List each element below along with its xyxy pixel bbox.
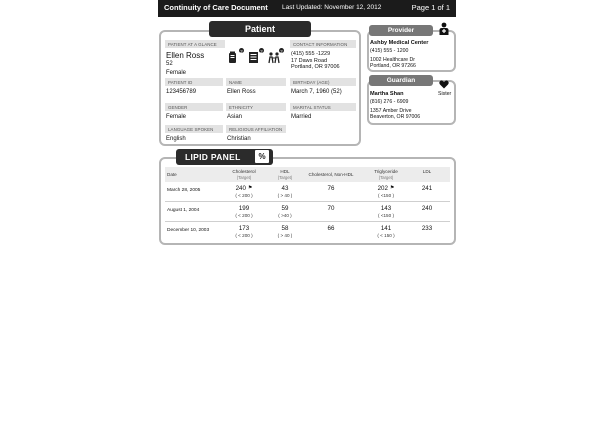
guardian-relation: Sister [438,91,452,97]
provider-phone: (415) 555 - 1200 [370,48,409,54]
marital-field [290,103,356,122]
row-hdl [269,205,301,219]
header-bar [158,0,456,17]
provider-city: Portland, OR 97266 [370,62,416,69]
gender-label: GENDER [165,103,223,111]
non-hdl-value: 76 [327,185,335,192]
provider-name: Ashby Medical Center [370,40,429,46]
lipid-panel-title: LIPID PANEL [176,149,273,165]
provider-person-icon [438,22,450,35]
flag-icon: ⚑ [247,185,253,191]
col-non-hdl: Cholesterol, Non-HDL [308,172,354,177]
medication-count-badge: 2 [238,47,245,54]
patient-id-field [165,78,223,97]
contact-phone: (415) 555 -1229 [291,51,331,57]
birthday-value: March 7, 1960 (52) [291,89,342,95]
cholesterol-target: ( < 200 ) [235,193,253,198]
family-count-badge: 2 [278,47,285,54]
ldl-value: 241 [421,185,433,192]
birthday-field [290,78,356,97]
patient-name: Ellen Ross [166,51,205,60]
triglyceride-value: 141 [380,225,392,232]
cholesterol-value: 173 [238,225,250,232]
non-hdl-value: 70 [327,205,335,212]
patient-age: 52 [166,61,173,67]
contact-city: Portland, OR 97006 [291,64,340,70]
glance-icons [227,50,282,64]
ldl-value: 233 [421,225,433,232]
col-triglyceride-target: (Target) [378,174,394,180]
patient-section-title: Patient [209,21,311,37]
col-triglyceride-label: Triglyceride [374,169,398,174]
records-icon[interactable] [247,50,262,64]
ethnicity-field [226,103,286,122]
table-row [165,202,450,222]
guardian-phone: (816) 276 - 6909 [370,99,409,105]
name-label: NAME [226,78,286,86]
language-label: LANGUAGE SPOKEN [165,125,223,133]
hdl-target: ( > 40 ) [277,193,293,198]
gender-field [165,103,223,122]
name-field [226,78,286,97]
medication-icon[interactable] [227,50,242,64]
guardian-street: 1357 Amber Drive [370,108,412,114]
col-cholesterol-label: Cholesterol [232,169,256,174]
records-count-badge: 2 [258,47,265,54]
birthday-label: BIRTHDAY (AGE) [290,78,356,86]
triglyceride-target: ( <150 ) [378,213,394,218]
last-updated: Last Updated: November 12, 2012 [282,3,382,11]
row-triglyceride [363,205,409,219]
marital-label: MARITAL STATUS [290,103,356,111]
percent-icon: % [255,150,269,163]
patient-id-label: PATIENT ID [165,78,223,86]
ethnicity-value: Asian [227,114,243,120]
provider-section-title: Provider [369,25,433,36]
religion-value: Christian [227,136,251,142]
gender-value: Female [166,114,187,120]
col-ldl: LDL [422,169,432,174]
triglyceride-value: 143 [380,205,392,212]
row-triglyceride [363,185,409,199]
contact-label: CONTACT INFORMATION [290,40,356,48]
ldl-value: 240 [421,205,433,212]
ethnicity-label: ETHNICITY [226,103,286,111]
provider-street: 1002 Healthcare Dr [370,57,415,63]
row-hdl [269,185,301,199]
col-hdl-target: (Target) [277,174,293,180]
cholesterol-value: 240 [235,185,246,192]
heart-icon [439,76,449,85]
cholesterol-value: 199 [238,205,250,212]
marital-value: Married [291,114,312,120]
col-cholesterol [219,169,269,180]
row-date: August 1, 2004 [167,208,200,213]
col-hdl [269,169,301,180]
at-a-glance [165,40,225,77]
triglyceride-value: 202 [377,185,388,192]
hdl-value: 58 [281,225,289,232]
non-hdl-value: 66 [327,225,335,232]
row-triglyceride [363,225,409,239]
row-date: March 28, 2005 [167,188,201,193]
patient-sex: Female [166,69,187,76]
hdl-value: 59 [281,205,289,212]
col-date: Date [167,172,177,177]
triglyceride-target: ( < 150 ) [377,233,395,238]
col-triglyceride [363,169,409,180]
at-a-glance-label: PATIENT AT A GLANCE [165,40,225,48]
table-row [165,222,450,242]
row-cholesterol [219,185,269,199]
row-hdl [269,225,301,239]
table-row [165,182,450,202]
flag-icon: ⚑ [389,185,395,191]
col-cholesterol-target: (Target) [236,174,252,180]
cholesterol-target: ( < 200 ) [235,233,253,238]
patient-id-value: 123456789 [166,89,197,95]
guardian-name: Martha Shan [370,91,404,97]
row-date: December 10, 2003 [167,228,210,233]
guardian-section-title: Guardian [369,75,433,86]
contact-info [290,40,356,71]
contact-street: 17 Daws Road [291,57,328,64]
hdl-value: 43 [281,185,289,192]
guardian-city: Beaverton, OR 97006 [370,113,421,120]
language-field [165,125,223,144]
hdl-target: ( > 40 ) [277,233,293,238]
religion-field [226,125,286,144]
triglyceride-target: ( <150 ) [378,193,394,198]
row-cholesterol [219,225,269,239]
name-value: Ellen Ross [227,89,256,95]
cholesterol-target: ( < 200 ) [235,213,253,218]
language-value: English [166,136,186,142]
page-indicator: Page 1 of 1 [411,3,450,12]
religion-label: RELIGIOUS AFFILIATION [226,125,286,133]
hdl-target: ( >40 ) [278,213,292,218]
family-icon[interactable] [267,50,282,64]
lipid-table-header [165,167,450,182]
col-hdl-label: HDL [280,169,290,174]
row-cholesterol [219,205,269,219]
document-title: Continuity of Care Document [164,3,268,12]
